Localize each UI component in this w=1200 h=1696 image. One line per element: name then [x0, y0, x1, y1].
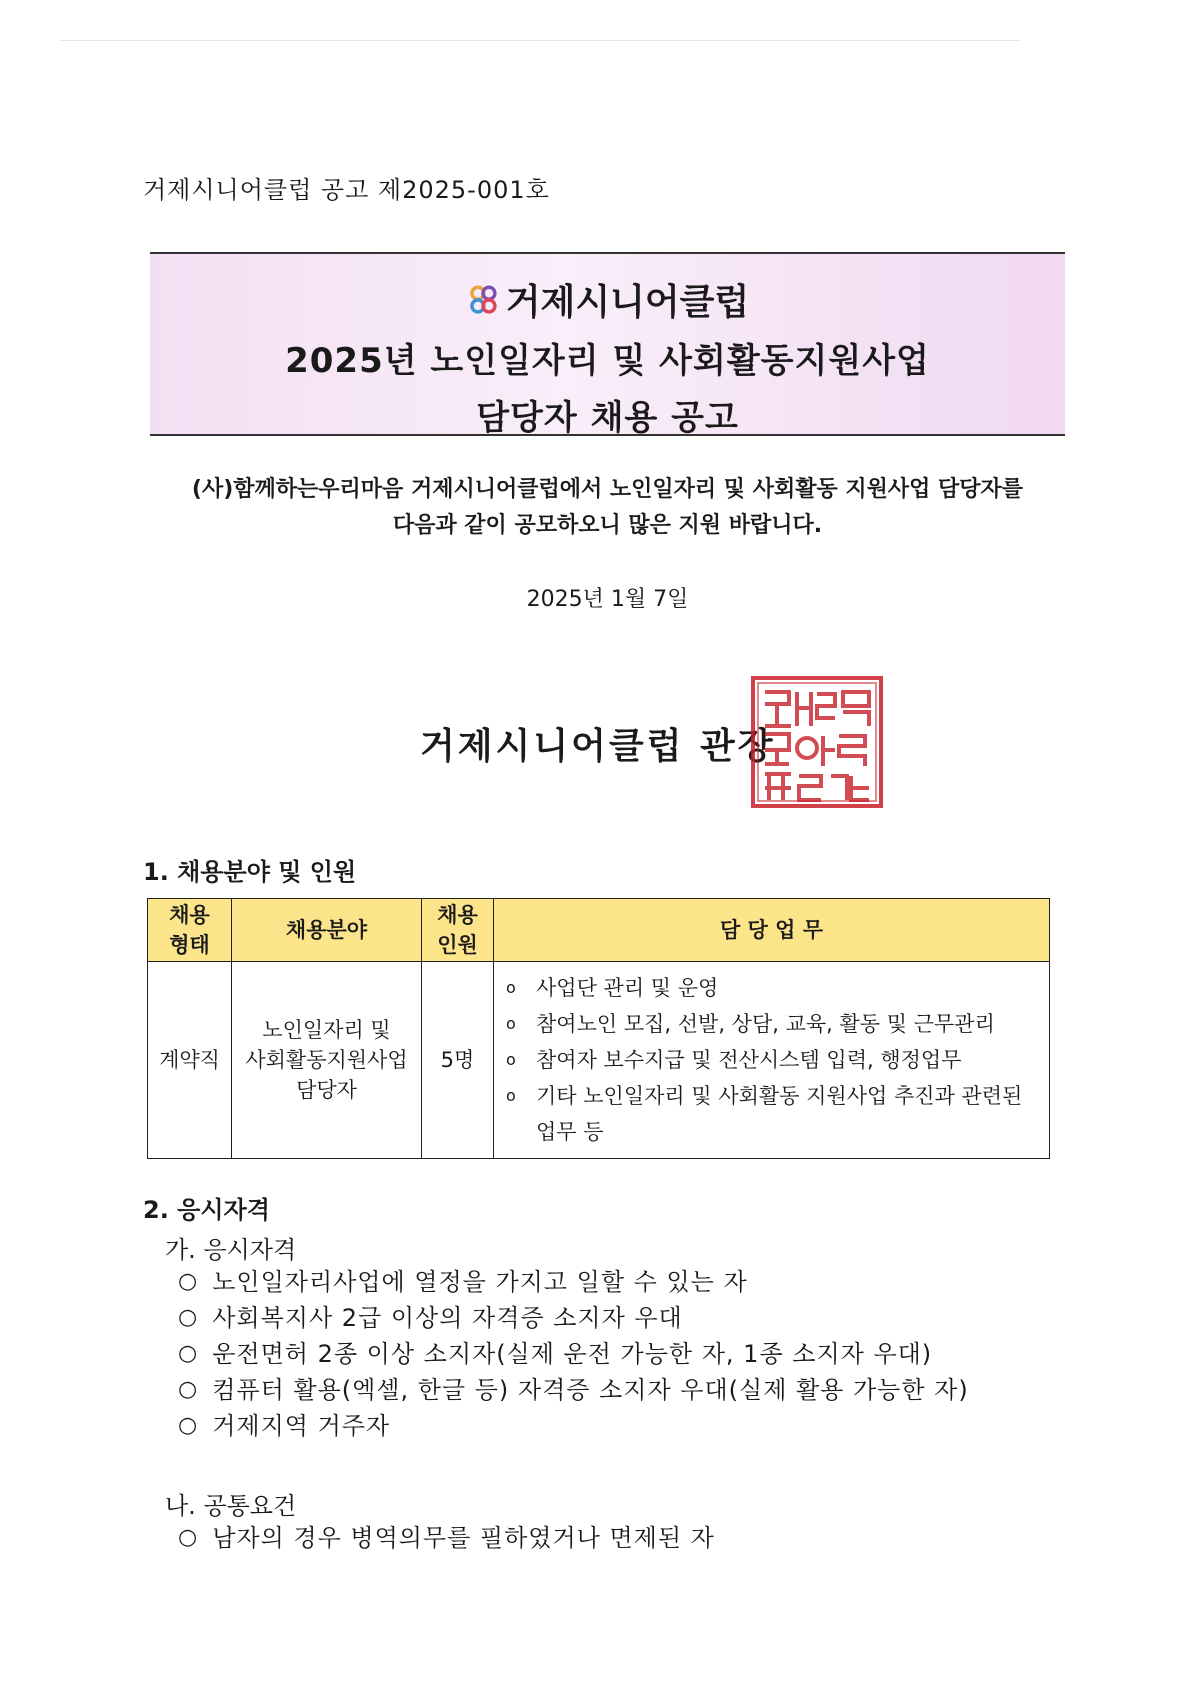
circle-bullet-icon: ○ [178, 1525, 199, 1550]
subsection-a-title: 가. 응시자격 [165, 1236, 297, 1264]
duty-bullet: o [506, 1086, 516, 1105]
circle-bullet-icon: ○ [178, 1377, 199, 1402]
field-line2: 사회활동지원사업 [245, 1048, 408, 1072]
header-count-line1: 채용 [437, 903, 478, 927]
list-item [178, 1372, 969, 1408]
item-text: 남자의 경우 병역의무를 필하였거나 면제된 자 [212, 1524, 715, 1552]
duty-text: 기타 노인일자리 및 사회활동 지원사업 추진과 관련된 업무 등 [536, 1084, 1023, 1144]
banner-title-line2: 담당자 채용 공고 [476, 398, 739, 438]
header-duties: 담 당 업 무 [494, 899, 1050, 962]
title-banner [150, 252, 1065, 436]
circle-bullet-icon: ○ [178, 1305, 199, 1330]
table-row [148, 962, 1050, 1159]
common-requirements-list [178, 1520, 715, 1556]
header-field: 채용분야 [232, 899, 422, 962]
list-item [178, 1408, 969, 1444]
intro-line1: (사)함께하는우리마음 거제시니어클럽에서 노인일자리 및 사회활동 지원사업 담당자를 [191, 477, 1024, 502]
duty-text: 참여노인 모집, 선발, 상담, 교육, 활동 및 근무관리 [536, 1012, 995, 1036]
duty-item [506, 1078, 1041, 1150]
section2-title: 2. 응시자격 [143, 1196, 270, 1224]
recruitment-table [147, 898, 1050, 1159]
field-line3: 담당자 [296, 1078, 357, 1102]
top-divider [60, 40, 1020, 41]
notice-number: 거제시니어클럽 공고 제2025-001호 [143, 176, 550, 204]
header-type-line2: 형태 [169, 933, 210, 957]
banner-title-line1: 2025년 노인일자리 및 사회활동지원사업 [285, 341, 930, 381]
subsection-b-title: 나. 공통요건 [165, 1492, 297, 1520]
intro-paragraph [150, 472, 1065, 544]
intro-line2: 다음과 같이 공모하오니 많은 지원 바랍니다. [392, 513, 823, 538]
duty-text: 사업단 관리 및 운영 [536, 976, 719, 1000]
duty-item [506, 1042, 1041, 1078]
item-text: 거제지역 거주자 [212, 1412, 391, 1440]
cell-count: 5명 [422, 962, 494, 1159]
list-item [178, 1264, 969, 1300]
header-type-line1: 채용 [169, 903, 210, 927]
director-signature: 거제시니어클럽 관장 [420, 726, 776, 767]
item-text: 운전면허 2종 이상 소지자(실제 운전 가능한 자, 1종 소지자 우대) [212, 1340, 933, 1368]
table-header-row [148, 899, 1050, 962]
section1-title: 1. 채용분야 및 인원 [143, 858, 357, 886]
senior-club-logo-icon [466, 283, 500, 317]
banner-org-line [150, 274, 1065, 325]
header-employment-type [148, 899, 232, 962]
circle-bullet-icon: ○ [178, 1341, 199, 1366]
item-text: 노인일자리사업에 열정을 가지고 일할 수 있는 자 [212, 1268, 748, 1296]
item-text: 사회복지사 2급 이상의 자격증 소지자 우대 [212, 1304, 683, 1332]
official-seal-stamp [747, 672, 887, 812]
duty-text: 참여자 보수지급 및 전산시스템 입력, 행정업무 [536, 1048, 962, 1072]
duty-bullet: o [506, 1014, 516, 1033]
item-text: 컴퓨터 활용(엑셀, 한글 등) 자격증 소지자 우대(실제 활용 가능한 자) [212, 1376, 969, 1404]
field-line1: 노인일자리 및 [262, 1018, 391, 1042]
header-count-line2: 인원 [437, 933, 478, 957]
duty-bullet: o [506, 978, 516, 997]
header-count [422, 899, 494, 962]
qualification-list [178, 1264, 969, 1444]
cell-employment-type: 계약직 [148, 962, 232, 1159]
duty-item [506, 970, 1041, 1006]
circle-bullet-icon: ○ [178, 1413, 199, 1438]
duty-bullet: o [506, 1050, 516, 1069]
duty-item [506, 1006, 1041, 1042]
list-item [178, 1336, 969, 1372]
banner-org-name: 거제시니어클럽 [505, 282, 750, 323]
circle-bullet-icon: ○ [178, 1269, 199, 1294]
notice-date: 2025년 1월 7일 [526, 587, 689, 612]
cell-field [232, 962, 422, 1159]
list-item [178, 1300, 969, 1336]
cell-duties [494, 962, 1050, 1159]
list-item [178, 1520, 715, 1556]
